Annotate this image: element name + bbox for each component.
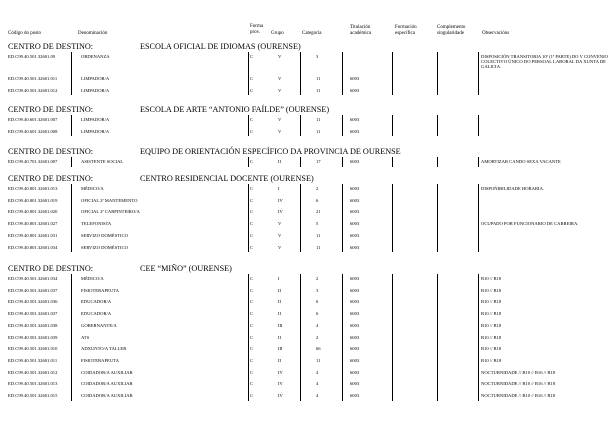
cell-categoria: 11: [316, 128, 321, 134]
cell-forma-prov: C: [250, 357, 254, 363]
table-row: [8, 157, 608, 166]
cell-titulacion: 6003: [350, 186, 360, 191]
cell-forma-prov: C: [250, 232, 254, 238]
table-row: [8, 52, 608, 69]
cell-forma-prov: C: [250, 299, 254, 305]
cell-denomination: EDUCADOR/A: [81, 299, 112, 305]
cell-categoria: 2: [316, 276, 319, 281]
section-heading: [8, 105, 329, 114]
cell-grupo: I: [278, 276, 280, 281]
column-rule: [342, 157, 343, 167]
cell-grupo: II: [278, 299, 282, 305]
cell-forma-prov: C: [250, 346, 254, 352]
cell-titulacion: 6003: [350, 128, 360, 134]
table-row: [8, 243, 608, 252]
cell-denomination: LIMPADOR/A: [81, 87, 110, 93]
cell-observacions: B10 // B18: [481, 299, 502, 305]
cell-observacions: B10 // B18: [481, 346, 502, 352]
cell-denomination: OFICIAL 2ª MANTEMENTO: [81, 197, 138, 203]
cell-grupo: V: [278, 54, 282, 59]
header-grupo: Grupo: [271, 31, 284, 36]
section-heading: [8, 42, 301, 51]
cell-grupo: V: [278, 128, 282, 134]
cell-codigo: ED.C99.40.601.32601.008: [8, 128, 58, 134]
cell-grupo: III: [278, 346, 283, 352]
column-rule: [437, 115, 438, 136]
column-rule: [478, 115, 479, 136]
cell-codigo: ED.C99.40.501.32601.015: [8, 393, 58, 398]
cell-titulacion: 6003: [350, 299, 360, 305]
cell-categoria: 3: [316, 54, 319, 59]
cell-codigo: ED.C99.40.501.32601.034: [8, 276, 58, 281]
cell-categoria: 5: [316, 221, 319, 227]
cell-forma-prov: C: [250, 209, 254, 215]
cell-grupo: V: [278, 87, 282, 93]
section-label: CENTRO DE DESTINO:: [8, 42, 94, 51]
column-rule: [437, 184, 438, 252]
cell-observacions: B10 // B18: [481, 357, 502, 363]
cell-denomination: LIMPADOR/A: [81, 76, 110, 81]
cell-grupo: III: [278, 322, 283, 328]
cell-observacions: AMORTIZAR CANDO SEXA VACANTE: [481, 159, 561, 164]
column-rule: [300, 115, 301, 136]
cell-grupo: IV: [278, 209, 283, 215]
cell-forma-prov: C: [250, 369, 254, 375]
table-row: [8, 184, 608, 193]
table-row: [8, 344, 608, 353]
cell-categoria: 11: [316, 76, 321, 81]
section-title: CEE “MIÑO” (OURENSE): [140, 264, 232, 273]
section-title: ESCOLA OFICIAL DE IDIOMAS (OURENSE): [140, 42, 301, 51]
cell-codigo: ED.C99.40.801.32601.019: [8, 197, 58, 203]
cell-codigo: ED.C99.40.801.32601.034: [8, 244, 58, 250]
cell-codigo: ED.C99.40.501.32601.013: [8, 381, 58, 387]
cell-forma-prov: C: [250, 117, 254, 122]
cell-categoria: 66: [316, 346, 321, 352]
table-row: [8, 333, 608, 342]
column-rule: [342, 274, 343, 401]
header-forma: Forma prov.: [250, 24, 264, 35]
cell-titulacion: 6003: [350, 381, 360, 387]
cell-forma-prov: C: [250, 381, 254, 387]
cell-denomination: COIDADOR/A AUXILIAR: [81, 381, 133, 387]
cell-categoria: 4: [316, 322, 319, 328]
table-row: [8, 115, 608, 124]
cell-categoria: 2: [316, 186, 319, 191]
cell-forma-prov: C: [250, 54, 254, 59]
section-heading: [8, 147, 401, 156]
table-row: [8, 207, 608, 216]
table-row: [8, 196, 608, 205]
cell-denomination: ASISTENTE SOCIAL: [81, 159, 124, 164]
cell-codigo: ED.C99.40.501.32601.036: [8, 299, 58, 305]
column-rule: [300, 52, 301, 95]
cell-categoria: 6: [316, 299, 319, 305]
cell-titulacion: 6003: [350, 159, 360, 164]
cell-codigo: ED.C99.40.801.32601.031: [8, 232, 58, 238]
header-complemento: Complemento singularidade: [437, 25, 466, 36]
cell-codigo: ED.C99.40.501.32601.011: [8, 357, 58, 363]
column-rule: [478, 184, 479, 252]
table-row: [8, 368, 608, 377]
cell-denomination: SERVIZO DOMÉSTICO: [81, 244, 128, 250]
cell-forma-prov: C: [250, 87, 254, 93]
cell-grupo: IV: [278, 393, 283, 398]
cell-denomination: GOBERNANTE/A: [81, 322, 117, 328]
cell-grupo: IV: [278, 369, 283, 375]
cell-denomination: LIMPADOR/A: [81, 117, 110, 122]
cell-denomination: COIDADOR/A AUXILIAR: [81, 369, 133, 375]
column-rule: [392, 157, 393, 167]
cell-denomination: COIDADOR/A AUXILIAR: [81, 393, 133, 398]
cell-denomination: EDUCADOR/A: [81, 311, 112, 317]
table-row: [8, 74, 608, 83]
cell-denomination: MÉDICO/A: [81, 186, 104, 191]
cell-titulacion: 6003: [350, 276, 360, 281]
column-rule: [71, 274, 72, 401]
cell-codigo: ED.C99.40.501.32601.037: [8, 311, 58, 317]
column-rule: [71, 157, 72, 167]
cell-grupo: IV: [278, 381, 283, 387]
cell-categoria: 11: [316, 357, 321, 363]
column-rule: [392, 115, 393, 136]
cell-forma-prov: C: [250, 322, 254, 328]
column-rule: [342, 184, 343, 252]
table-row: [8, 219, 608, 228]
cell-observacions: NOCTURNIDADE // B10 // B16 // B18: [481, 393, 556, 398]
section-label: CENTRO DE DESTINO:: [8, 105, 94, 114]
cell-codigo: ED.C99.40.501.32601.012: [8, 87, 58, 93]
column-rule: [342, 52, 343, 95]
cell-titulacion: 6003: [350, 209, 360, 215]
cell-categoria: 6: [316, 311, 319, 317]
cell-categoria: 11: [316, 87, 321, 93]
table-row: [8, 356, 608, 365]
cell-titulacion: 6003: [350, 311, 360, 317]
section-label: CENTRO DE DESTINO:: [8, 174, 94, 183]
header-observacions: Observacións: [482, 31, 510, 36]
column-rule: [300, 274, 301, 401]
cell-observacions: NOCTURNIDADE // B10 // B16 // B18: [481, 369, 556, 375]
column-rule: [437, 274, 438, 401]
cell-titulacion: 6003: [350, 369, 360, 375]
column-rule: [71, 52, 72, 95]
section-title: CENTRO RESIDENCIAL DOCENTE (OURENSE): [140, 174, 314, 183]
cell-titulacion: 6003: [350, 232, 360, 238]
header-codigo: Código do posto: [8, 31, 42, 36]
column-rule: [392, 274, 393, 401]
section-title: ESCOLA DE ARTE “ANTONIO FAÍLDE” (OURENSE): [140, 105, 330, 114]
cell-forma-prov: C: [250, 159, 254, 164]
column-rule: [71, 184, 72, 252]
cell-titulacion: 6003: [350, 322, 360, 328]
cell-observacions: DISPOÑIBILIDADE HORARIA.: [481, 186, 545, 191]
cell-forma-prov: C: [250, 334, 254, 340]
table-row: [8, 274, 608, 283]
column-rule: [437, 157, 438, 167]
cell-codigo: ED.C99.40.501.32601.09: [8, 54, 56, 59]
column-rule: [300, 157, 301, 167]
cell-forma-prov: C: [250, 393, 254, 398]
cell-observacions: B10 // B18: [481, 311, 502, 317]
header-categoria: Categoría: [302, 31, 322, 36]
cell-codigo: ED.C99.40.601.32601.007: [8, 117, 58, 122]
table-row: [8, 231, 608, 240]
cell-grupo: V: [278, 232, 282, 238]
cell-codigo: ED.C99.40.801.32601.013: [8, 186, 58, 191]
cell-titulacion: 6003: [350, 393, 360, 398]
section-heading: [8, 174, 314, 183]
cell-denomination: TELEFONISTA: [81, 221, 112, 227]
cell-categoria: 6: [316, 197, 319, 203]
cell-grupo: II: [278, 334, 282, 340]
column-rule: [478, 274, 479, 401]
cell-denomination: ADXUNTO/A TALLER: [81, 346, 127, 352]
cell-forma-prov: C: [250, 186, 254, 191]
table-row: [8, 86, 608, 95]
header-formacion: Formación específica: [395, 25, 417, 36]
cell-categoria: 3: [316, 287, 319, 293]
table-row: [8, 286, 608, 295]
table-row: [8, 379, 608, 388]
cell-titulacion: 6003: [350, 117, 360, 122]
cell-grupo: II: [278, 287, 282, 293]
cell-forma-prov: C: [250, 287, 254, 293]
cell-forma-prov: C: [250, 311, 254, 317]
column-rule: [342, 115, 343, 136]
cell-titulacion: 6003: [350, 87, 360, 93]
cell-codigo: ED.C99.40.701.32601.007: [8, 159, 58, 164]
cell-denomination: MÉDICO/A: [81, 276, 104, 281]
column-rule: [300, 184, 301, 252]
section-heading: [8, 264, 232, 273]
column-rule: [248, 184, 249, 252]
cell-forma-prov: C: [250, 197, 254, 203]
cell-categoria: 21: [316, 209, 321, 215]
cell-codigo: ED.C99.40.501.32601.010: [8, 346, 58, 352]
cell-observacions: NOCTURNIDADE // B10 // B16 // B18: [481, 381, 556, 387]
cell-observacions: B10 // B18: [481, 322, 502, 328]
section-label: CENTRO DE DESTINO:: [8, 147, 94, 156]
cell-codigo: ED.C99.40.501.32601.037: [8, 287, 58, 293]
cell-categoria: 11: [316, 244, 321, 250]
table-row: [8, 321, 608, 330]
cell-forma-prov: C: [250, 128, 254, 134]
cell-titulacion: 6003: [350, 287, 360, 293]
cell-denomination: FISIOTERAPEUTA: [81, 357, 119, 363]
cell-denomination: OFICIAL 2ª CARPINTEIRO/A: [81, 209, 140, 215]
column-rule: [248, 115, 249, 136]
cell-grupo: V: [278, 117, 282, 122]
cell-categoria: 4: [316, 393, 319, 398]
cell-denomination: ORDENANZA: [81, 54, 110, 59]
section-label: CENTRO DE DESTINO:: [8, 264, 94, 273]
table-row: [8, 297, 608, 306]
cell-grupo: II: [278, 357, 282, 363]
cell-forma-prov: C: [250, 244, 254, 250]
table-row: [8, 127, 608, 136]
cell-observacions: OCUPADO POR FUNCIONARIO DE CARREIRA.: [481, 221, 579, 227]
cell-forma-prov: C: [250, 76, 254, 81]
cell-grupo: V: [278, 76, 282, 81]
cell-grupo: II: [278, 311, 282, 317]
cell-grupo: I: [278, 186, 280, 191]
cell-categoria: 4: [316, 369, 319, 375]
cell-observacions: DISPOSICIÓN TRANSITORIA 10ª (1ª PARTE) DO V CONVENIO COLECTIVO ÚNICO DO PERSOAL LABORAL DA XUNTA DE GALICIA.: [481, 54, 608, 69]
cell-grupo: IV: [278, 197, 283, 203]
cell-denomination: ATS: [81, 334, 90, 340]
cell-titulacion: 6003: [350, 221, 360, 227]
cell-grupo: V: [278, 244, 282, 250]
cell-forma-prov: C: [250, 276, 254, 281]
cell-denomination: LIMPADOR/A: [81, 128, 110, 134]
cell-titulacion: 6003: [350, 76, 360, 81]
cell-categoria: 2: [316, 334, 319, 340]
column-rule: [248, 274, 249, 401]
cell-forma-prov: C: [250, 221, 254, 227]
column-rule: [478, 52, 479, 95]
cell-codigo: ED.C99.40.801.32601.027: [8, 221, 58, 227]
section-title: EQUIPO DE ORIENTACIÓN ESPECÍFICO DA PROVINCIA DE OURENSE: [140, 147, 401, 156]
column-rule: [392, 52, 393, 95]
cell-titulacion: 6003: [350, 244, 360, 250]
cell-observacions: B10 // B18: [481, 276, 502, 281]
column-rule: [71, 115, 72, 136]
cell-grupo: V: [278, 221, 282, 227]
cell-grupo: II: [278, 159, 282, 164]
cell-categoria: 11: [316, 117, 321, 122]
column-rule: [248, 52, 249, 95]
cell-observacions: B10 // B18: [481, 334, 502, 340]
cell-titulacion: 6003: [350, 346, 360, 352]
column-rule: [392, 184, 393, 252]
cell-titulacion: 6003: [350, 197, 360, 203]
cell-codigo: ED.C99.40.501.32601.038: [8, 322, 58, 328]
cell-codigo: ED.C99.40.501.32601.011: [8, 76, 58, 81]
table-row: [8, 309, 608, 318]
cell-codigo: ED.C99.40.501.32601.039: [8, 334, 58, 340]
cell-codigo: ED.C99.40.501.32601.012: [8, 369, 58, 375]
table-row: [8, 391, 608, 400]
cell-categoria: 11: [316, 232, 321, 238]
column-rule: [437, 52, 438, 95]
cell-categoria: 4: [316, 381, 319, 387]
cell-categoria: 17: [316, 159, 321, 164]
cell-observacions: B10 // B18: [481, 287, 502, 293]
cell-codigo: ED.C99.40.801.32601.020: [8, 209, 58, 215]
cell-denomination: SERVIZO DOMÉSTICO: [81, 232, 128, 238]
column-rule: [478, 157, 479, 167]
header-titulacion: Titulación académica: [350, 25, 372, 36]
cell-titulacion: 6003: [350, 334, 360, 340]
header-denominacion: Denominación: [78, 31, 108, 36]
column-rule: [248, 157, 249, 167]
cell-denomination: FISIOTERAPEUTA: [81, 287, 119, 293]
cell-titulacion: 6003: [350, 357, 360, 363]
